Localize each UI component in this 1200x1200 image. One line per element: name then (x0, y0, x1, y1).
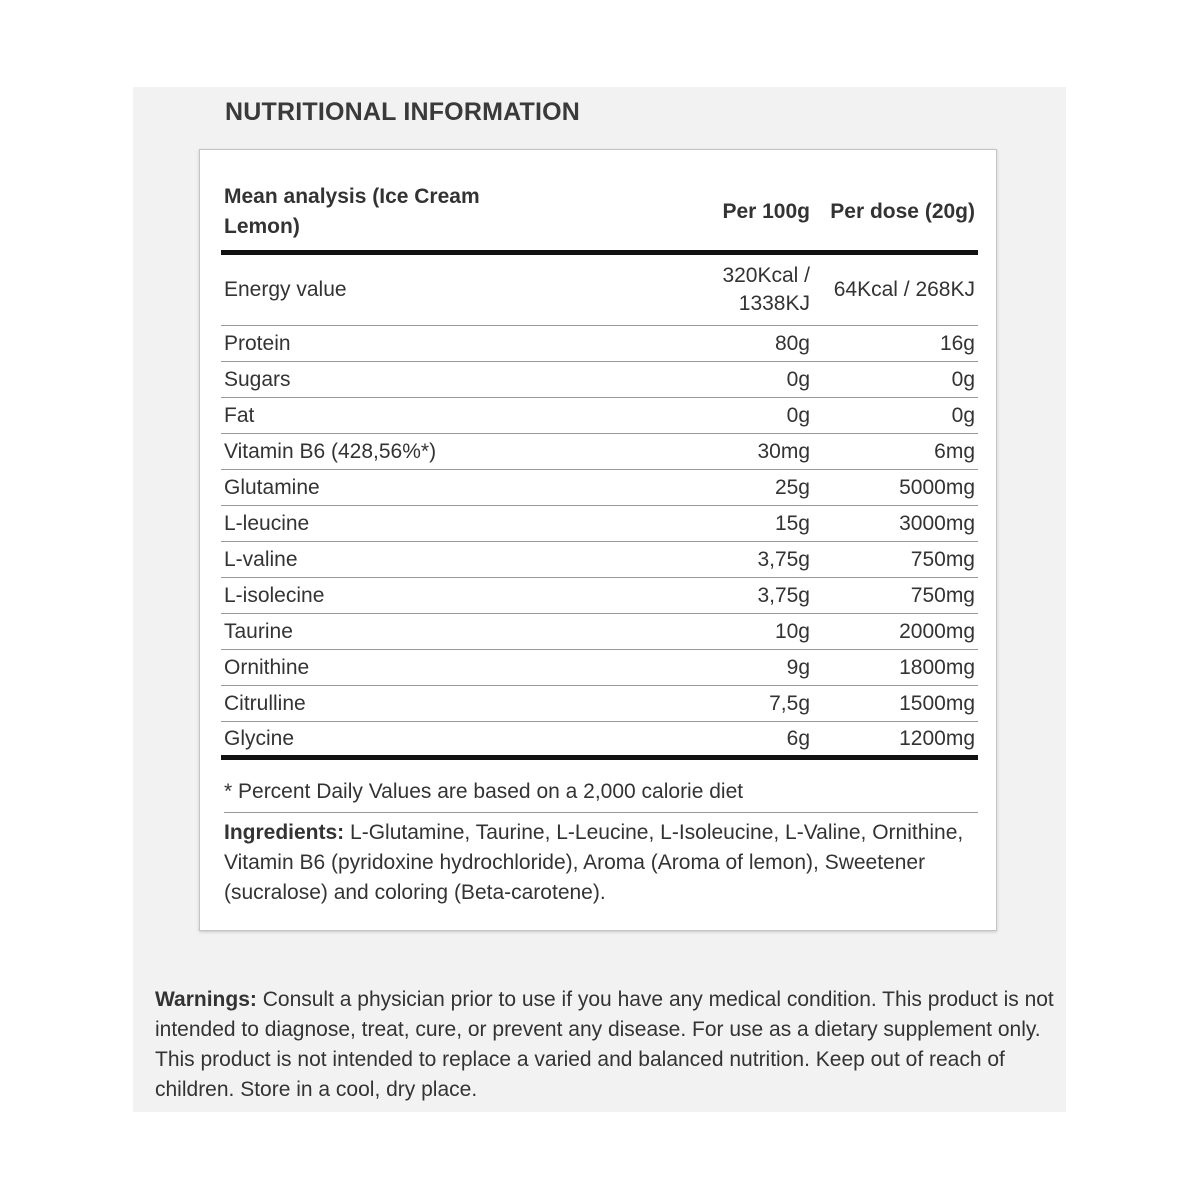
header-per-100g: Per 100g (697, 174, 813, 253)
table-row (221, 470, 978, 506)
table-row (221, 722, 978, 758)
row-name: Sugars (221, 362, 697, 398)
row-name: Vitamin B6 (428,56%*) (221, 434, 697, 470)
warnings (155, 985, 1055, 1105)
nutrition-card (199, 149, 997, 931)
row-per-dose: 1500mg (813, 686, 978, 722)
table-row (221, 362, 978, 398)
row-per-dose: 1800mg (813, 650, 978, 686)
row-per-100g: 0g (697, 398, 813, 434)
row-per-dose: 1200mg (813, 722, 978, 758)
row-name: Citrulline (221, 686, 697, 722)
row-per-dose: 5000mg (813, 470, 978, 506)
footnote: * Percent Daily Values are based on a 2,000 calorie diet (224, 780, 978, 813)
nutrition-rows (221, 253, 978, 758)
table-row (221, 434, 978, 470)
row-per-100g: 7,5g (697, 686, 813, 722)
row-name: Energy value (221, 253, 697, 326)
row-name: Glycine (221, 722, 697, 758)
row-per-dose: 3000mg (813, 506, 978, 542)
row-per-dose: 6mg (813, 434, 978, 470)
warnings-label: Warnings: (155, 988, 257, 1011)
table-header-row (221, 174, 978, 253)
ingredients-text: L-Glutamine, Taurine, L-Leucine, L-Isoleucine, L-Valine, Ornithine, Vitamin B6 (pyridoxine hydrochloride), Aroma (Aroma of lemon), Sweetener (sucralose) and coloring (Beta-carotene). (224, 821, 964, 904)
row-per-100g: 6g (697, 722, 813, 758)
row-per-100g: 80g (697, 326, 813, 362)
table-row (221, 253, 978, 326)
row-per-100g: 3,75g (697, 542, 813, 578)
row-name: Glutamine (221, 470, 697, 506)
row-name: Fat (221, 398, 697, 434)
row-per-dose: 64Kcal / 268KJ (813, 253, 978, 326)
table-row (221, 398, 978, 434)
section-title: NUTRITIONAL INFORMATION (225, 98, 581, 126)
row-name: Protein (221, 326, 697, 362)
nutrition-table (221, 174, 978, 760)
header-name-label: Mean analysis (Ice Cream Lemon) (224, 185, 480, 238)
row-per-dose: 16g (813, 326, 978, 362)
row-per-100g: 30mg (697, 434, 813, 470)
row-per-100g: 3,75g (697, 578, 813, 614)
header-per-dose: Per dose (20g) (813, 174, 978, 253)
ingredients-label: Ingredients: (224, 821, 345, 844)
row-per-dose: 2000mg (813, 614, 978, 650)
product-info-panel (133, 87, 1066, 1112)
warnings-text: Consult a physician prior to use if you have any medical condition. This product is not intended to diagnose, treat, cure, or prevent any disease. For use as a dietary supplement only. This product is not intended to replace a varied and balanced nutrition. Keep out of reach of children. Store in a cool, dry place. (155, 988, 1054, 1101)
table-row (221, 326, 978, 362)
table-row (221, 650, 978, 686)
row-per-100g: 0g (697, 362, 813, 398)
row-per-100g: 9g (697, 650, 813, 686)
table-row (221, 686, 978, 722)
row-per-100g: 15g (697, 506, 813, 542)
row-name: L-isolecine (221, 578, 697, 614)
row-per-dose: 0g (813, 398, 978, 434)
row-per-dose: 750mg (813, 578, 978, 614)
row-per-100g: 320Kcal / 1338KJ (697, 253, 813, 326)
header-name (221, 174, 697, 253)
table-row (221, 506, 978, 542)
table-row (221, 614, 978, 650)
row-name: L-valine (221, 542, 697, 578)
row-per-dose: 0g (813, 362, 978, 398)
row-name: L-leucine (221, 506, 697, 542)
ingredients (224, 818, 984, 908)
row-name: Taurine (221, 614, 697, 650)
row-per-100g: 25g (697, 470, 813, 506)
row-per-dose: 750mg (813, 542, 978, 578)
row-name: Ornithine (221, 650, 697, 686)
table-row (221, 542, 978, 578)
table-row (221, 578, 978, 614)
row-per-100g: 10g (697, 614, 813, 650)
